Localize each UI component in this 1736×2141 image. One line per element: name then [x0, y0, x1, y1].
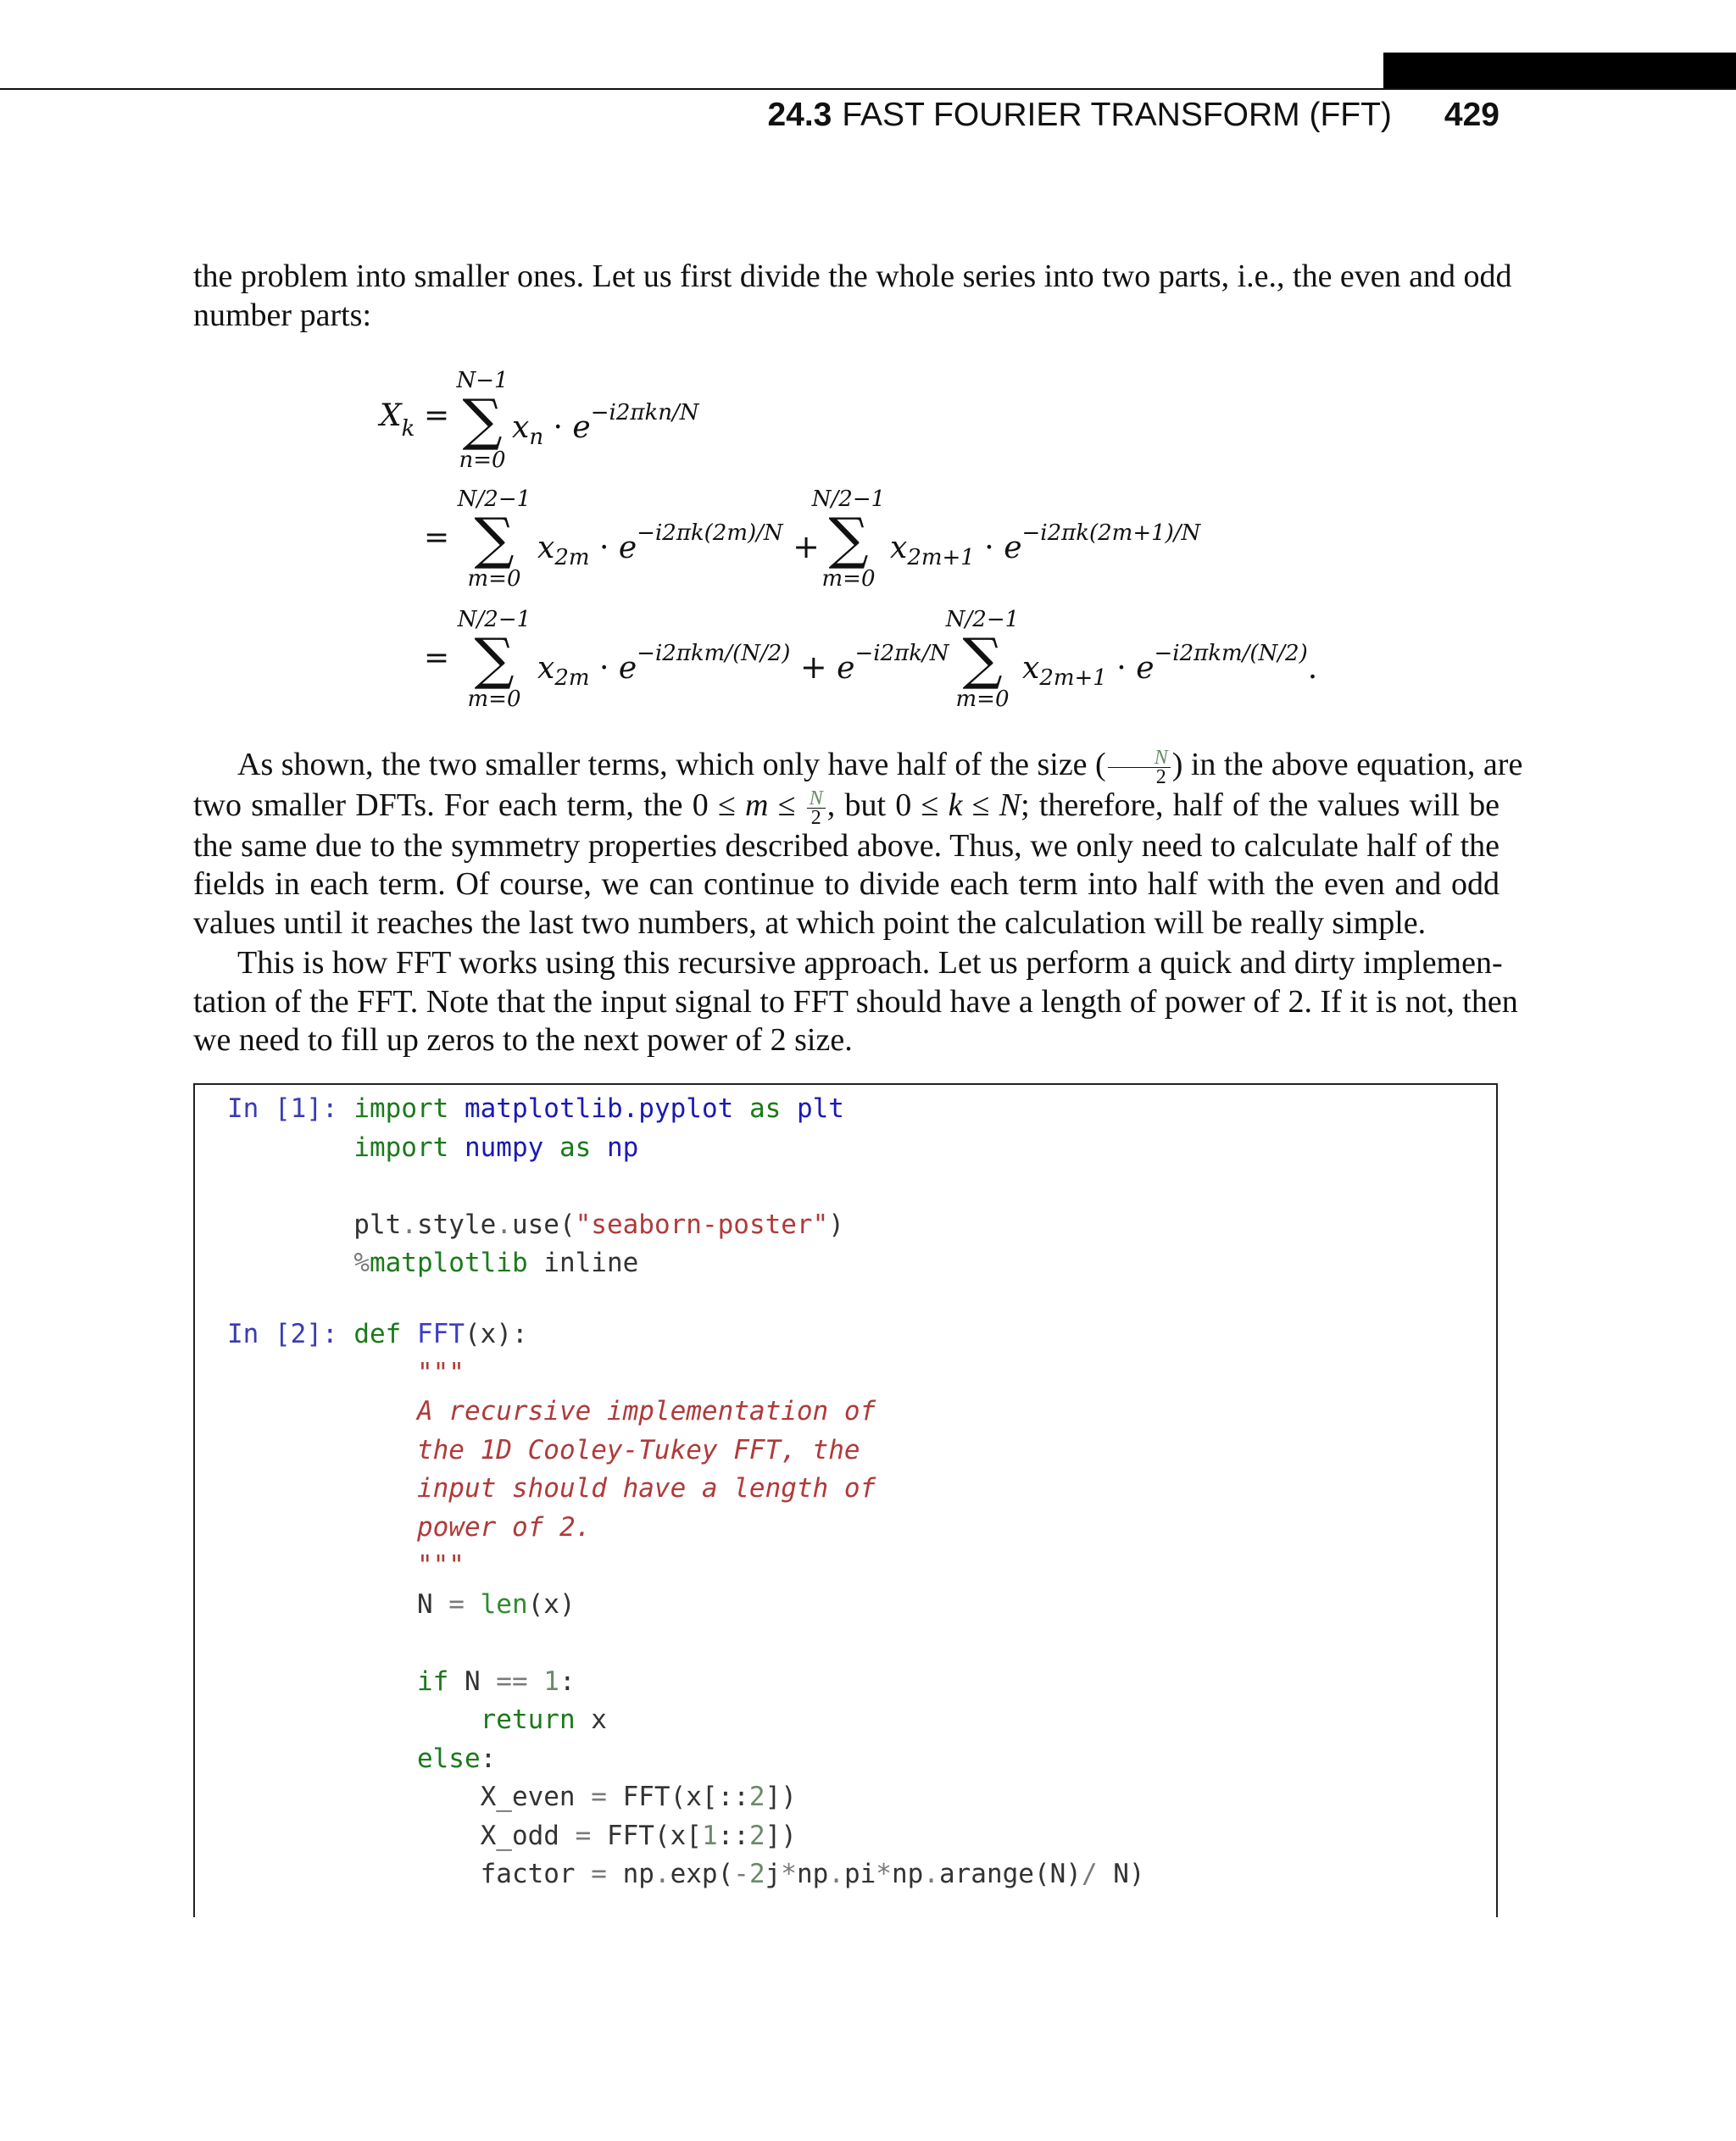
text-line: we need to fill up zeros to the next power of 2 size.: [193, 1022, 853, 1058]
docstring-line: A recursive implementation of: [416, 1396, 876, 1426]
fraction: $\frac{N}{2}$: [1108, 748, 1171, 787]
docstring-line: the 1D Cooley-Tukey FFT, the: [416, 1434, 860, 1465]
equation-term: $x_n \cdot e^{-i2\pi kn/N}$: [512, 400, 699, 451]
paragraph-1: [193, 746, 1523, 943]
equation-term: $x_{2m} \cdot e^{-i2\pi km/(N/2)} + e^{-i2\pi k/N}$: [537, 641, 949, 692]
equation-line-1: $X_k$: [380, 398, 415, 442]
cell-prompt: In [1]:: [227, 1093, 338, 1124]
cell-prompt: In [2]:: [227, 1319, 338, 1349]
fraction: $\frac{N}{2}$: [807, 789, 826, 827]
text-line: As shown, the two smaller terms, which only have half of the size ( $\frac{N}{2}$ ) in the above equation, are: [237, 746, 1523, 788]
text-line: the problem into smaller ones. Let us first divide the whole series into two parts, i.e., the even and odd: [193, 259, 1512, 294]
equals-sign: =: [424, 520, 450, 555]
sum-symbol: N/2−1 ∑ m=0: [457, 607, 531, 712]
section-title: FAST FOURIER TRANSFORM (FFT): [842, 97, 1392, 133]
text-line: This is how FFT works using this recursive approach. Let us perform a quick and dirty implemen-: [237, 945, 1503, 981]
sum-symbol: N−1 ∑ n=0: [456, 368, 509, 473]
paragraph-2: [193, 944, 1518, 1060]
equals-sign: =: [424, 398, 450, 433]
header-tab: [1383, 53, 1736, 90]
text-line: fields in each term. Of course, we can continue to divide each term into half with the even and odd: [193, 866, 1500, 903]
sum-symbol: N/2−1 ∑ m=0: [811, 487, 886, 592]
section-number: 24.3: [767, 97, 832, 133]
code-cell-2: In [2]: def FFT(x): """ A recursive implementation of the 1D Cooley-Tukey FFT, the input should have a length of power of 2. """ N = len(x) if N == 1: return x else: X_even = FFT(x[::2]) X_odd = FFT(x[1::2]) factor = np.exp(-2j*np.pi*np.arange(N)/ N): [227, 1319, 1145, 1889]
text-line: tation of the FFT. Note that the input signal to FFT should have a length of power of 2. If it is not, then: [193, 983, 1518, 1020]
running-head: [767, 97, 1500, 141]
equation-term: $x_{2m+1} \cdot e^{-i2\pi km/(N/2)}$.: [1022, 641, 1318, 692]
header-rule: [0, 88, 1736, 90]
sum-symbol: N/2−1 ∑ m=0: [457, 487, 531, 592]
text-line: the same due to the symmetry properties described above. Thus, we only need to calculate half of the: [193, 827, 1500, 864]
docstring-line: input should have a length of: [416, 1473, 876, 1504]
text-line: number parts:: [193, 297, 372, 333]
docstring-line: power of 2.: [416, 1511, 592, 1543]
intro-paragraph: [193, 258, 1512, 335]
equation-term: $x_{2m+1} \cdot e^{-i2\pi k(2m+1)/N}$: [890, 520, 1201, 571]
code-cell-1: In [1]: import matplotlib.pyplot as plt import numpy as np plt.style.use("seaborn-poster") %matplotlib inline: [227, 1093, 844, 1278]
text-line: two smaller DFTs. For each term, the 0 ≤ m ≤ $\frac{N}{2}$ , but 0 ≤ k ≤ N; therefore, half of the values will be: [193, 787, 1500, 829]
equation-term: $x_{2m} \cdot e^{-i2\pi k(2m)/N}$ +: [537, 520, 820, 571]
sum-symbol: N/2−1 ∑ m=0: [945, 607, 1020, 712]
page-number: 429: [1444, 97, 1500, 133]
text-line: values until it reaches the last two numbers, at which point the calculation will be really simple.: [193, 904, 1427, 941]
equals-sign: =: [424, 641, 450, 676]
